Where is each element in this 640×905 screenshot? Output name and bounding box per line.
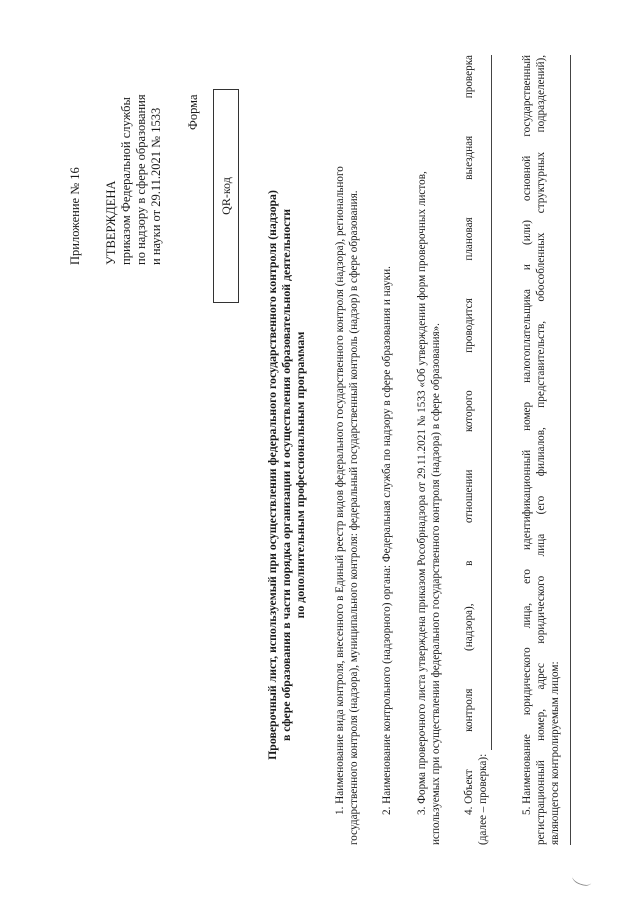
title-line-2: в сфере образования в части порядка организации и осуществления образовательной деятельности — [279, 208, 293, 742]
p4-word: плановая — [463, 217, 475, 261]
paragraph-1 — [333, 55, 361, 845]
p4-word: проверка — [463, 55, 475, 99]
p5-word: представительств, — [535, 320, 547, 408]
p5-word: адрес — [535, 663, 547, 690]
p4-word: контроля — [463, 688, 475, 732]
title-line-3: по дополнительным профессиональным программам — [293, 331, 307, 619]
appendix-number: Приложение № 16 — [68, 167, 82, 265]
p4-word: проводится — [463, 298, 475, 353]
paragraph-3-line-2: используемых при осуществлении федерального государственного контроля (надзора) в сфере образования». — [430, 323, 442, 845]
paragraph-4-line-1 — [462, 55, 476, 845]
approval-line-3: и науки от 29.11.2021 № 1533 — [149, 107, 163, 265]
paragraph-2 — [380, 55, 394, 815]
paragraph-5-line-3: являющегося контролируемым лицом: — [549, 661, 561, 845]
p4-word: (надзора), — [463, 603, 475, 652]
document-title — [265, 115, 307, 835]
p5-word: и — [521, 264, 533, 271]
approved-stamp: УТВЕРЖДЕНА — [104, 180, 118, 265]
p4-word: отношении — [463, 469, 475, 524]
p5-word: юридического — [521, 647, 533, 716]
p5-word: его — [521, 568, 533, 584]
paragraph-3-line-1: 3. Форма проверочного листа утверждена приказом Рособрнадзора от 29.11.2021 № 1533 «Об утверждении форм проверочных листов, — [416, 171, 428, 815]
qr-code-label: QR-код — [218, 177, 233, 215]
approval-line-1: приказом Федеральной службы — [119, 97, 133, 265]
p5-word: (его — [535, 495, 547, 515]
paragraph-3 — [415, 55, 443, 845]
paragraph-1-line-2: государственного контроля (надзора), муниципального контроля: федеральный государственный контроль (надзор) в сфере образования. — [348, 190, 360, 845]
p5-word: лица — [535, 533, 547, 557]
paragraph-5-line-1 — [520, 55, 534, 845]
p5-word: налогоплательщика — [521, 289, 533, 383]
paragraph-5 — [520, 55, 562, 845]
p5-word: 5. Наименование — [521, 734, 533, 815]
p5-word: государственный — [521, 55, 533, 137]
paragraph-1-line-1: 1. Наименование вида контроля, внесенного в Единый реестр видов федерального государственного контроля (надзора), регионального — [334, 166, 346, 815]
p5-word: структурных — [535, 151, 547, 214]
p5-word: подразделений), — [535, 55, 547, 133]
p5-word: лица, — [521, 602, 533, 629]
p4-word: в — [463, 560, 475, 566]
p4-word: которого — [463, 390, 475, 433]
approval-line-2: по надзору в сфере образования — [134, 94, 148, 265]
p5-word: филиалов, — [535, 427, 547, 477]
p5-word: регистрационный — [535, 760, 547, 845]
p5-word: (или) — [521, 220, 533, 246]
title-line-1: Проверочный лист, используемый при осуществлении федерального государственного контроля (надзора) — [265, 190, 279, 760]
p4-word: выездная — [463, 135, 475, 180]
p5-word: номер — [521, 401, 533, 431]
p5-word: идентификационный — [521, 449, 533, 550]
paragraph-5-fill-line — [570, 55, 571, 845]
paragraph-5-line-2 — [534, 55, 548, 845]
p5-word: номер, — [535, 709, 547, 741]
margin-mark — [571, 871, 594, 888]
p4-word: 4. Объект — [463, 769, 475, 815]
paragraph-4-line-2: (далее – проверка): — [477, 753, 489, 845]
p5-word: основной — [521, 155, 533, 201]
p5-word: юридического — [535, 575, 547, 644]
paragraph-4 — [462, 55, 490, 845]
p5-word: обособленных — [535, 232, 547, 302]
form-label: Форма — [186, 94, 200, 130]
paragraph-4-fill-line — [491, 55, 492, 750]
qr-code-box — [213, 89, 239, 303]
paragraph-2-line: 2. Наименование контрольного (надзорного) органа: Федеральная служба по надзору в сфере образования и науки. — [381, 266, 393, 815]
